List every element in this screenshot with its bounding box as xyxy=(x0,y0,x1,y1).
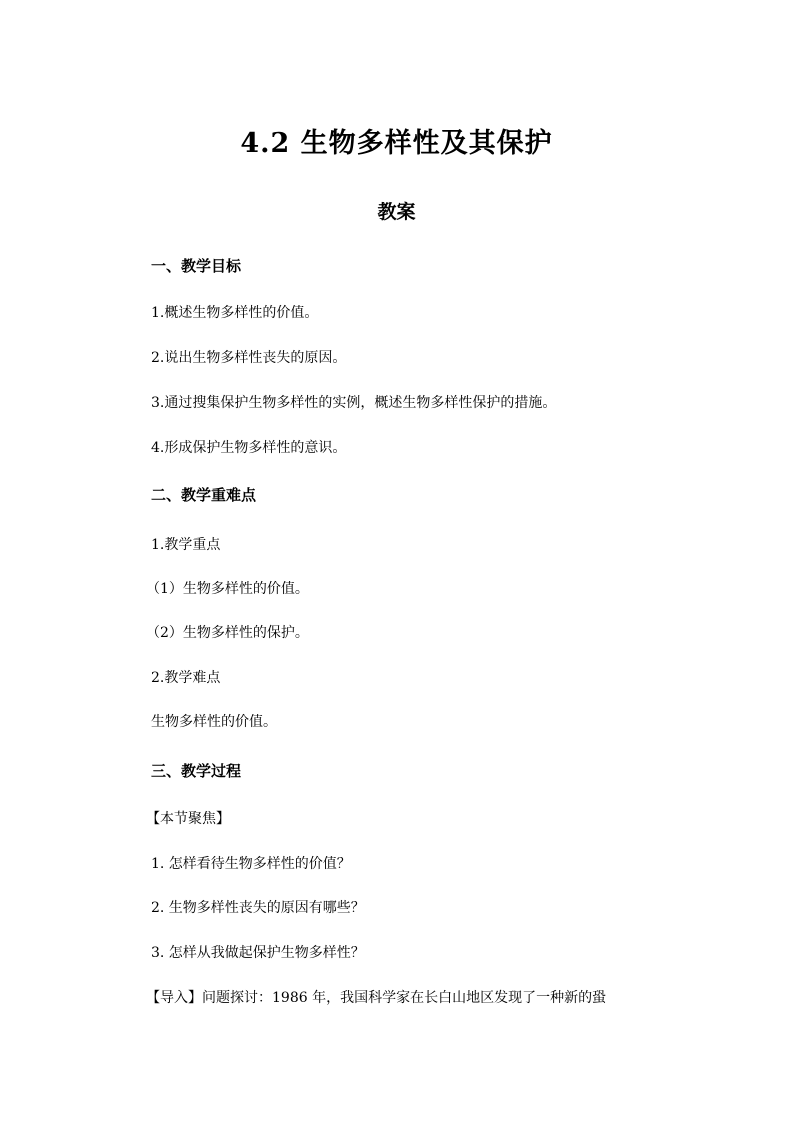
difficulty-text: 生物多样性的价值。 xyxy=(151,714,277,730)
key-point-item: （2）生物多样性的保护。 xyxy=(146,625,309,641)
focus-item: 3. 怎样从我做起保护生物多样性？ xyxy=(151,945,365,961)
section-heading-key-points: 二、教学重难点 xyxy=(151,486,257,504)
section-heading-objectives: 一、教学目标 xyxy=(151,257,242,275)
difficulty-label: 2.教学难点 xyxy=(151,670,221,686)
objective-item: 3.通过搜集保护生物多样性的实例，概述生物多样性保护的措施。 xyxy=(151,395,557,411)
focus-label: 【本节聚焦】 xyxy=(146,811,230,827)
section-heading-process: 三、教学过程 xyxy=(151,762,242,780)
objective-item: 1.概述生物多样性的价值。 xyxy=(151,305,319,321)
objective-item: 2.说出生物多样性丧失的原因。 xyxy=(151,350,347,366)
intro-paragraph: 【导入】问题探讨：1986 年，我国科学家在长白山地区发现了一种新的蛩 xyxy=(146,990,607,1006)
focus-item: 1. 怎样看待生物多样性的价值？ xyxy=(151,856,351,872)
objective-item: 4.形成保护生物多样性的意识。 xyxy=(151,440,347,456)
document-subtitle: 教案 xyxy=(377,201,416,223)
document-title: 4.2 生物多样性及其保护 xyxy=(240,128,553,159)
key-points-label: 1.教学重点 xyxy=(151,537,221,553)
key-point-item: （1）生物多样性的价值。 xyxy=(146,581,309,597)
focus-item: 2. 生物多样性丧失的原因有哪些？ xyxy=(151,900,365,916)
